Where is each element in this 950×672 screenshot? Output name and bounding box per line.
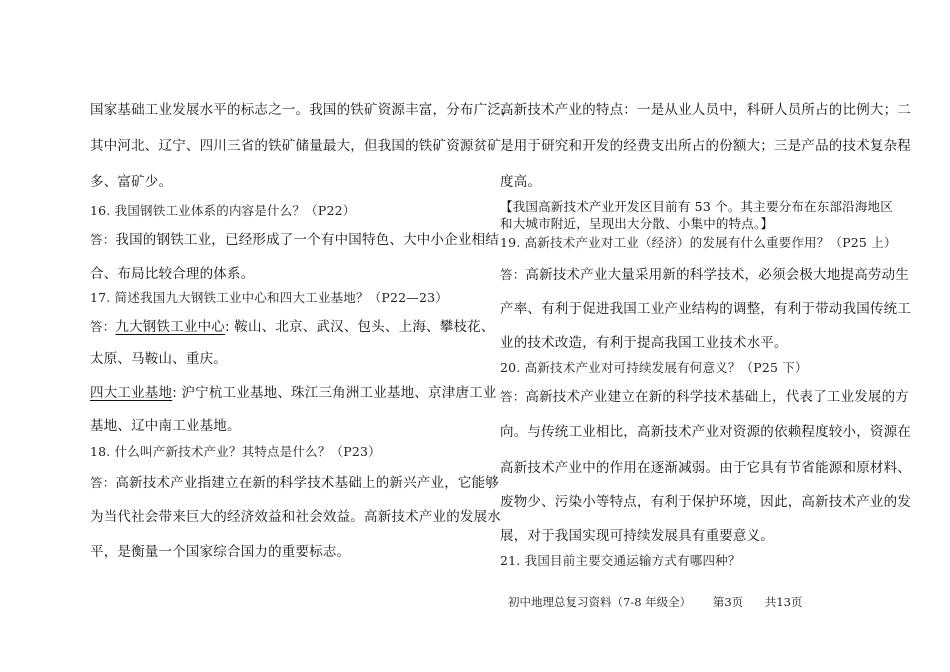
paragraph-line: 多、富矿少。 [90,174,173,190]
answer-text: : 沪宁杭工业基地、珠江三角洲工业基地、京津唐工业 [172,385,497,401]
paragraph-line: 国家基础工业发展水平的标志之一。我国的铁矿资源丰富，分布广泛， [90,102,515,118]
question-19: 19. 高新技术产业对工业（经济）的发展有什么重要作用？（P25 上） [500,235,897,250]
term-four-industrial-bases: 四大工业基地 [90,385,173,401]
paragraph-line: 高新技术产业的特点：一是从业人员中，科研人员所占的比例大；二 [500,102,911,118]
answer-17-line [90,315,495,335]
paragraph-line: 度高。 [500,174,542,190]
answer-prefix: 答： [500,267,526,282]
answer-18-line [90,471,499,491]
paragraph-line: 其中河北、辽宁、四川三省的铁矿储量最大，但我国的铁矿资源贫矿 [90,138,501,154]
answer-16-line: 合、布局比较合理的体系。 [90,266,255,282]
answer-text: : 鞍山、北京、武汉、包头、上海、攀枝花、 [225,319,495,335]
footer-page-number: 第3页 [712,595,744,609]
answer-20-line: 向。与传统工业相比，高新技术产业对资源的依赖程度较小，资源在 [500,424,911,440]
term-nine-steel-centers: 九大钢铁工业中心 [115,319,226,335]
answer-20-line: 展，对于我国实现可持续发展具有重要意义。 [500,528,774,544]
answer-text: 高新技术产业建立在新的科学技术基础上，代表了工业发展的方 [525,389,910,405]
answer-prefix: 答： [90,319,116,334]
answer-19-line: 业的技术改造，有利于提高我国工业技术水平。 [500,335,788,351]
answer-18-line: 为当代社会带来巨大的经济效益和社会效益。高新技术产业的发展水 [90,509,501,525]
answer-17-line: 太原、马鞍山、重庆。 [90,351,227,367]
answer-20-line [500,385,909,405]
note-line: 【我国高新技术产业开发区目前有 53 个。其主要分布在东部沿海地区 [500,199,893,214]
paragraph-line: 是用于研究和开发的经费支出所占的份额大；三是产品的技术复杂程 [500,138,911,154]
question-16: 16. 我国钢铁工业体系的内容是什么？（P22） [90,203,356,218]
answer-prefix: 答： [90,475,116,490]
note-line: 和大城市附近，呈现出大分散、小集中的特点。】 [500,216,774,231]
answer-20-line: 废物少、污染小等特点，有利于保护环境，因此，高新技术产业的发 [500,494,911,510]
answer-text: 高新技术产业指建立在新的科学技术基础上的新兴产业，它能够 [115,475,500,491]
footer-total-pages: 共13页 [764,595,803,609]
question-21: 21. 我国目前主要交通运输方式有哪四种？ [500,553,741,568]
answer-text: 高新技术产业大量采用新的科学技术，必须会极大地提高劳动生 [525,267,910,283]
footer-title: 初中地理总复习资料（7-8 年级全） [508,595,692,609]
question-20: 20. 高新技术产业对可持续发展有何意义？（P25 下） [500,360,808,375]
question-18: 18. 什么叫产新技术产业？其特点是什么？（P23） [90,444,381,459]
answer-prefix: 答： [500,389,526,404]
question-17: 17. 简述我国九大钢铁工业中心和四大工业基地？（P22—23） [90,290,448,305]
answer-17-line: 基地、辽中南工业基地。 [90,418,241,434]
answer-prefix: 答： [90,232,116,247]
answer-text: 我国的钢铁工业，已经形成了一个有中国特色、大中小企业相结 [115,232,500,248]
page-footer [508,594,820,610]
answer-19-line [500,263,909,283]
answer-17-line [90,381,497,401]
answer-18-line: 平，是衡量一个国家综合国力的重要标志。 [90,544,351,560]
answer-20-line: 高新技术产业中的作用在逐渐减弱。由于它具有节省能源和原材料、 [500,460,911,476]
answer-19-line: 产率、有利于促进我国工业产业结构的调整，有利于带动我国传统工 [500,301,911,317]
answer-16-line [90,228,499,248]
